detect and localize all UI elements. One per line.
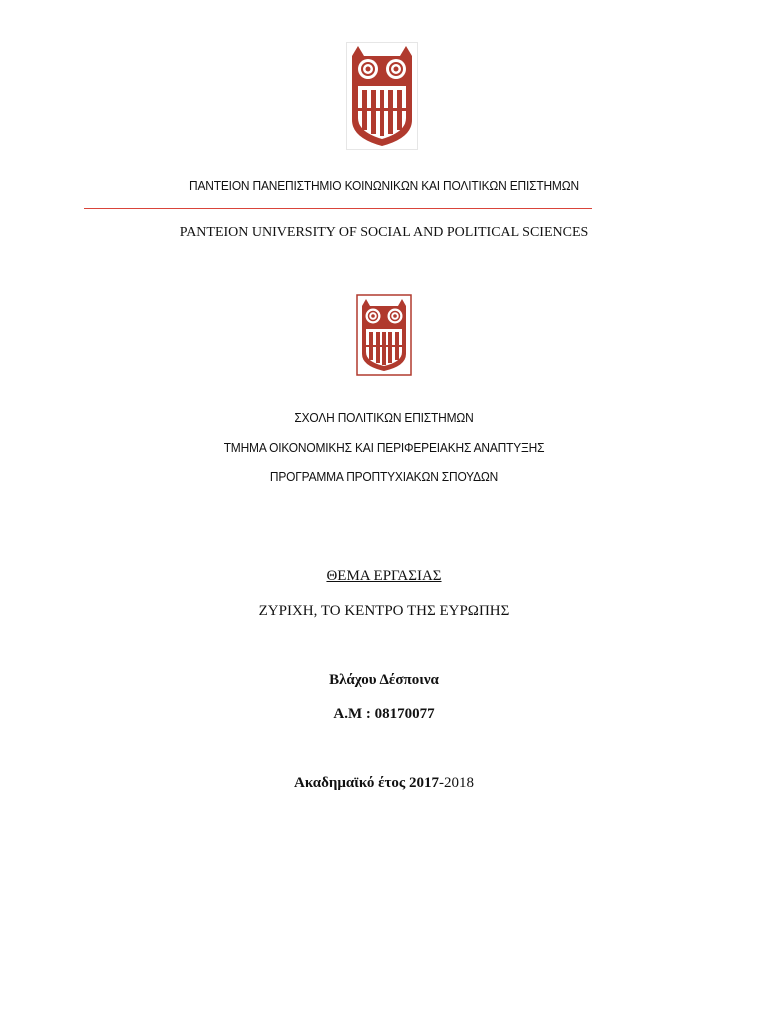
department-name: ΤΜΗΜΑ ΟΙΚΟΝΟΜΙΚΗΣ ΚΑΙ ΠΕΡΙΦΕΡΕΙΑΚΗΣ ΑΝΑΠΤΥΞΗΣ (223, 440, 545, 455)
header-divider (84, 208, 592, 209)
academic-year-label: Ακαδημαϊκό έτος 2017 (294, 775, 439, 791)
university-name-english: PANTEION UNIVERSITY OF SOCIAL AND POLITICAL SCIENCES (179, 225, 589, 240)
university-name-greek: ΠΑΝΤΕΙΟΝ ΠΑΝΕΠΙΣΤΗΜΙΟ ΚΟΙΝΩΝΙΚΩΝ ΚΑΙ ΠΟΛΙΤΙΚΩΝ ΕΠΙΣΤΗΜΩΝ (189, 178, 579, 193)
university-emblem-icon (346, 42, 418, 150)
registration-number: Α.Μ : 08170077 (333, 706, 435, 722)
subject-heading-text: ΘΕΜΑ ΕΡΓΑΣΙΑΣ (326, 568, 442, 584)
school-name: ΣΧΟΛΗ ΠΟΛΙΤΙΚΩΝ ΕΠΙΣΤΗΜΩΝ (294, 410, 474, 425)
academic-year (0, 775, 768, 792)
academic-year-suffix: -2018 (438, 775, 474, 791)
subject-title: ΖΥΡΙΧΗ, ΤΟ ΚΕΝΤΡΟ ΤΗΣ ΕΥΡΩΠΗΣ (258, 603, 510, 619)
student-name: Βλάχου Δέσποινα (329, 672, 439, 688)
subject-heading (0, 568, 768, 585)
university-emblem-icon (356, 294, 412, 376)
programme-name: ΠΡΟΓΡΑΜΜΑ ΠΡΟΠΤΥΧΙΑΚΩΝ ΣΠΟΥΔΩΝ (269, 469, 499, 484)
